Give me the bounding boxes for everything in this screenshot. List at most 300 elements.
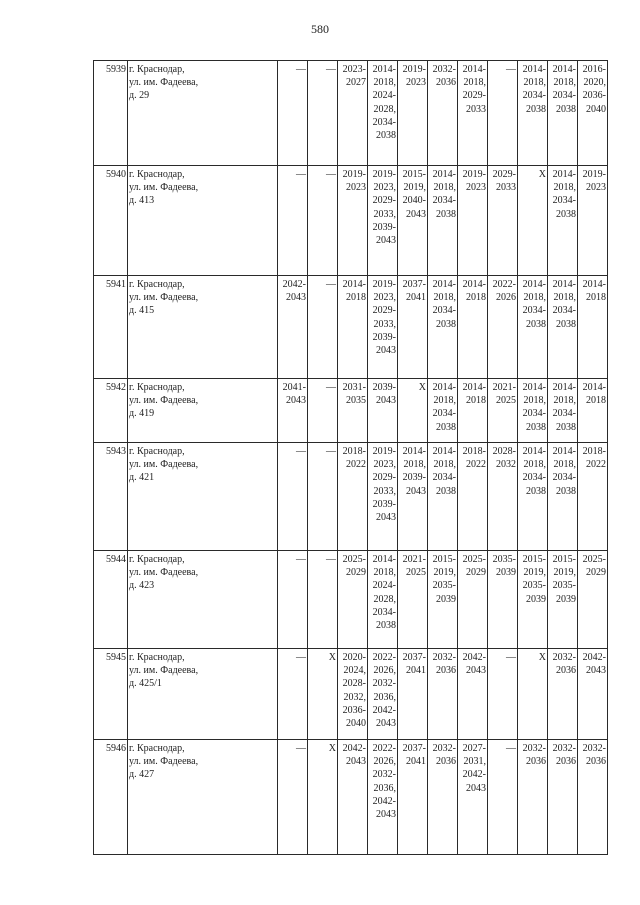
period-line: 2032- xyxy=(372,678,396,690)
period-line: 2014- xyxy=(552,382,576,393)
period-line: — xyxy=(326,169,336,180)
period-line: 2023 xyxy=(346,182,366,194)
address-line: д. 425/1 xyxy=(129,678,162,690)
period-line: — xyxy=(326,446,336,457)
period-cell xyxy=(548,61,578,166)
period-line: 2019- xyxy=(372,169,396,180)
period-line: 2043 xyxy=(406,485,426,497)
period-line: 2018 xyxy=(466,395,486,407)
period-line: 2034- xyxy=(552,195,576,207)
period-line: 2024- xyxy=(372,580,396,592)
period-line: 2018- xyxy=(462,446,486,457)
period-line: 2021- xyxy=(402,554,426,565)
period-line: 2018- xyxy=(342,446,366,457)
period-cell xyxy=(518,276,548,379)
address-cell xyxy=(128,379,278,443)
period-cell xyxy=(278,740,308,855)
period-line: 2043 xyxy=(376,718,396,730)
period-line: 2019- xyxy=(462,169,486,180)
period-cell xyxy=(458,551,488,649)
period-line: 2034- xyxy=(522,90,546,102)
period-cell xyxy=(398,443,428,551)
period-line: 2043 xyxy=(376,395,396,407)
address-line: ул. им. Фадеева, xyxy=(129,567,199,579)
period-line: 2014- xyxy=(522,279,546,290)
period-line: 2018, xyxy=(433,182,456,194)
period-cell xyxy=(368,740,398,855)
period-line: 2019, xyxy=(523,567,546,579)
period-cell xyxy=(278,379,308,443)
address-line: д. 415 xyxy=(129,305,155,317)
period-line: 2038 xyxy=(436,421,456,433)
period-cell xyxy=(458,61,488,166)
period-line: 2039 xyxy=(436,593,456,605)
period-cell xyxy=(518,61,548,166)
period-cell xyxy=(428,276,458,379)
period-line: 2014- xyxy=(522,446,546,457)
period-cell xyxy=(308,166,338,276)
period-cell xyxy=(428,649,458,740)
period-line: 2023, xyxy=(373,459,396,471)
period-cell xyxy=(338,166,368,276)
period-cell xyxy=(578,649,608,740)
period-line: 2018, xyxy=(553,77,576,89)
period-line: 2041- xyxy=(282,382,306,393)
period-line: 2029 xyxy=(346,567,366,579)
period-line: 2014- xyxy=(522,64,546,75)
period-line: 2034- xyxy=(552,305,576,317)
period-line: 2015- xyxy=(552,554,576,565)
row-number: 5941 xyxy=(94,276,128,379)
period-cell xyxy=(458,379,488,443)
period-line: 2038 xyxy=(526,485,546,497)
period-line: 2036 xyxy=(436,665,456,677)
period-cell xyxy=(368,166,398,276)
period-line: 2033, xyxy=(373,485,396,497)
period-line: 2029- xyxy=(492,169,516,180)
address-cell xyxy=(128,166,278,276)
period-line: 2014- xyxy=(582,382,606,393)
address-line: д. 423 xyxy=(129,580,155,592)
period-line: 2027- xyxy=(462,743,486,754)
row-number: 5944 xyxy=(94,551,128,649)
period-line: — xyxy=(326,382,336,393)
row-number: 5943 xyxy=(94,443,128,551)
period-line: 2024- xyxy=(372,90,396,102)
address-cell xyxy=(128,61,278,166)
period-cell xyxy=(338,443,368,551)
period-line: 2014- xyxy=(402,446,426,457)
period-cell xyxy=(398,649,428,740)
period-line: 2038 xyxy=(556,421,576,433)
period-line: — xyxy=(296,743,306,754)
period-line: 2025- xyxy=(342,554,366,565)
period-cell xyxy=(398,276,428,379)
period-line: 2020- xyxy=(342,652,366,663)
period-cell xyxy=(368,551,398,649)
period-line: 2032- xyxy=(432,652,456,663)
address-line: г. Краснодар, xyxy=(129,554,185,565)
period-cell xyxy=(308,443,338,551)
period-line: 2029- xyxy=(372,195,396,207)
period-line: 2038 xyxy=(526,421,546,433)
period-cell xyxy=(428,379,458,443)
period-cell xyxy=(368,443,398,551)
period-line: 2036 xyxy=(436,756,456,768)
address-cell xyxy=(128,551,278,649)
period-line: 2018 xyxy=(586,292,606,304)
period-line: 2041 xyxy=(406,665,426,677)
period-line: 2034- xyxy=(522,408,546,420)
period-cell xyxy=(278,166,308,276)
period-line: — xyxy=(506,743,516,754)
period-line: 2014- xyxy=(552,279,576,290)
address-line: д. 421 xyxy=(129,472,155,484)
address-line: г. Краснодар, xyxy=(129,446,185,457)
period-line: 2038 xyxy=(436,208,456,220)
period-line: 2037- xyxy=(402,652,426,663)
period-cell xyxy=(308,740,338,855)
period-line: 2034- xyxy=(432,305,456,317)
period-line: 2040 xyxy=(586,103,606,115)
period-line: 2039 xyxy=(556,593,576,605)
period-cell xyxy=(338,379,368,443)
period-cell xyxy=(548,740,578,855)
period-line: 2029- xyxy=(372,472,396,484)
period-line: 2018, xyxy=(373,567,396,579)
period-cell xyxy=(308,649,338,740)
period-cell xyxy=(368,379,398,443)
period-line: 2042- xyxy=(372,704,396,716)
period-cell xyxy=(368,61,398,166)
period-line: 2023 xyxy=(586,182,606,194)
period-line: 2014- xyxy=(342,279,366,290)
period-cell xyxy=(428,61,458,166)
page-number: 580 xyxy=(311,22,329,36)
period-line: 2033, xyxy=(373,318,396,330)
period-line: X xyxy=(538,652,546,663)
period-line: 2039- xyxy=(402,472,426,484)
period-line: 2015- xyxy=(402,169,426,180)
period-line: 2043 xyxy=(466,782,486,794)
period-line: 2039- xyxy=(372,498,396,510)
address-line: д. 427 xyxy=(129,769,155,781)
period-line: 2037- xyxy=(402,743,426,754)
period-cell xyxy=(488,379,518,443)
period-line: 2031, xyxy=(463,756,486,768)
period-line: 2021- xyxy=(492,382,516,393)
address-line: д. 29 xyxy=(129,90,150,102)
period-line: 2026 xyxy=(496,292,516,304)
period-line: 2018- xyxy=(582,446,606,457)
period-line: 2014- xyxy=(432,382,456,393)
table-row xyxy=(94,166,608,276)
period-line: 2018, xyxy=(403,459,426,471)
period-line: 2019- xyxy=(372,279,396,290)
period-cell xyxy=(398,166,428,276)
table-row xyxy=(94,61,608,166)
period-cell xyxy=(308,61,338,166)
period-cell xyxy=(518,649,548,740)
period-line: 2023 xyxy=(466,182,486,194)
period-line: 2018, xyxy=(553,459,576,471)
period-line: 2036 xyxy=(586,756,606,768)
period-line: 2026, xyxy=(373,756,396,768)
period-line: 2022 xyxy=(346,459,366,471)
period-line: 2043 xyxy=(376,809,396,821)
period-line: 2042- xyxy=(462,652,486,663)
period-cell xyxy=(428,443,458,551)
period-line: 2039 xyxy=(496,567,516,579)
period-line: 2032- xyxy=(432,64,456,75)
period-line: 2040 xyxy=(346,718,366,730)
period-line: 2024, xyxy=(343,665,366,677)
period-line: 2043 xyxy=(286,292,306,304)
period-line: 2014- xyxy=(372,554,396,565)
period-line: 2019- xyxy=(342,169,366,180)
period-cell xyxy=(548,379,578,443)
period-cell xyxy=(578,740,608,855)
address-cell xyxy=(128,649,278,740)
period-line: 2015- xyxy=(522,554,546,565)
period-line: X xyxy=(328,652,336,663)
period-line: 2035- xyxy=(552,580,576,592)
period-line: 2036 xyxy=(526,756,546,768)
period-line: — xyxy=(326,554,336,565)
period-cell xyxy=(518,166,548,276)
period-cell xyxy=(518,443,548,551)
period-line: 2034- xyxy=(552,472,576,484)
period-line: 2036, xyxy=(373,782,396,794)
period-line: 2040- xyxy=(402,195,426,207)
period-line: 2019- xyxy=(402,64,426,75)
repair-schedule-table xyxy=(93,60,608,855)
period-line: 2018, xyxy=(373,77,396,89)
period-line: 2019- xyxy=(582,169,606,180)
row-number: 5946 xyxy=(94,740,128,855)
period-cell xyxy=(488,551,518,649)
period-cell xyxy=(488,61,518,166)
period-cell xyxy=(398,61,428,166)
period-cell xyxy=(368,276,398,379)
period-line: 2018, xyxy=(553,182,576,194)
period-line: 2014- xyxy=(432,169,456,180)
address-line: г. Краснодар, xyxy=(129,169,185,180)
period-line: — xyxy=(296,554,306,565)
period-line: — xyxy=(296,64,306,75)
period-cell xyxy=(338,740,368,855)
period-line: 2042- xyxy=(372,795,396,807)
period-line: 2018 xyxy=(466,292,486,304)
period-line: 2019, xyxy=(433,567,456,579)
period-cell xyxy=(308,379,338,443)
period-cell xyxy=(398,379,428,443)
row-number: 5942 xyxy=(94,379,128,443)
period-line: 2032- xyxy=(522,743,546,754)
period-line: 2036 xyxy=(436,77,456,89)
period-line: — xyxy=(296,652,306,663)
period-line: 2014- xyxy=(462,382,486,393)
period-cell xyxy=(578,166,608,276)
period-line: 2028- xyxy=(342,678,366,690)
period-line: 2038 xyxy=(436,318,456,330)
period-cell xyxy=(548,649,578,740)
period-line: 2023, xyxy=(373,182,396,194)
period-line: 2036 xyxy=(556,756,576,768)
address-line: г. Краснодар, xyxy=(129,279,185,290)
period-line: 2018, xyxy=(553,395,576,407)
address-line: д. 413 xyxy=(129,195,155,207)
period-cell xyxy=(488,649,518,740)
period-line: 2019, xyxy=(403,182,426,194)
period-cell xyxy=(458,649,488,740)
period-cell xyxy=(278,61,308,166)
period-cell xyxy=(368,649,398,740)
period-line: 2025- xyxy=(462,554,486,565)
period-line: — xyxy=(296,446,306,457)
period-line: 2036, xyxy=(373,691,396,703)
period-line: 2018, xyxy=(433,459,456,471)
period-line: 2038 xyxy=(556,103,576,115)
address-line: ул. им. Фадеева, xyxy=(129,182,199,194)
period-cell xyxy=(548,166,578,276)
period-line: 2031- xyxy=(342,382,366,393)
period-cell xyxy=(518,379,548,443)
period-line: — xyxy=(296,169,306,180)
period-line: 2034- xyxy=(552,90,576,102)
period-line: 2041 xyxy=(406,292,426,304)
period-line: 2015- xyxy=(432,554,456,565)
period-line: 2033 xyxy=(466,103,486,115)
period-line: 2023, xyxy=(373,292,396,304)
period-line: — xyxy=(326,64,336,75)
period-cell xyxy=(458,166,488,276)
period-line: 2018, xyxy=(523,292,546,304)
period-cell xyxy=(488,166,518,276)
period-line: 2019, xyxy=(553,567,576,579)
period-line: 2037- xyxy=(402,279,426,290)
period-line: X xyxy=(328,743,336,754)
period-line: 2023- xyxy=(342,64,366,75)
period-line: 2038 xyxy=(526,103,546,115)
period-line: 2038 xyxy=(556,485,576,497)
period-line: 2034- xyxy=(432,408,456,420)
period-cell xyxy=(458,443,488,551)
period-line: 2038 xyxy=(556,208,576,220)
period-line: 2039- xyxy=(372,382,396,393)
period-line: 2014- xyxy=(372,64,396,75)
address-cell xyxy=(128,740,278,855)
period-line: 2034- xyxy=(522,472,546,484)
period-line: — xyxy=(506,64,516,75)
row-number: 5945 xyxy=(94,649,128,740)
period-cell xyxy=(428,551,458,649)
period-line: X xyxy=(538,169,546,180)
period-line: 2018, xyxy=(553,292,576,304)
period-line: 2026, xyxy=(373,665,396,677)
period-line: 2034- xyxy=(432,195,456,207)
period-cell xyxy=(488,740,518,855)
address-cell xyxy=(128,276,278,379)
period-line: 2022- xyxy=(492,279,516,290)
period-line: 2043 xyxy=(346,756,366,768)
period-line: 2043 xyxy=(406,208,426,220)
period-cell xyxy=(338,551,368,649)
period-cell xyxy=(548,443,578,551)
table-row xyxy=(94,649,608,740)
row-number: 5940 xyxy=(94,166,128,276)
period-line: 2018, xyxy=(523,395,546,407)
period-line: 2018, xyxy=(433,395,456,407)
period-line: 2019- xyxy=(372,446,396,457)
row-number: 5939 xyxy=(94,61,128,166)
period-line: 2032- xyxy=(372,769,396,781)
address-line: г. Краснодар, xyxy=(129,743,185,754)
period-line: 2028- xyxy=(492,446,516,457)
period-line: 2038 xyxy=(526,318,546,330)
period-line: 2038 xyxy=(556,318,576,330)
period-line: 2025 xyxy=(406,567,426,579)
period-cell xyxy=(278,649,308,740)
period-line: 2014- xyxy=(522,382,546,393)
period-cell xyxy=(398,740,428,855)
period-line: 2029 xyxy=(586,567,606,579)
period-line: 2042- xyxy=(282,279,306,290)
period-line: 2034- xyxy=(372,116,396,128)
period-line: 2032- xyxy=(552,652,576,663)
period-cell xyxy=(518,551,548,649)
period-line: 2018 xyxy=(346,292,366,304)
address-line: ул. им. Фадеева, xyxy=(129,292,199,304)
period-line: 2022 xyxy=(466,459,486,471)
period-cell xyxy=(548,551,578,649)
period-cell xyxy=(308,551,338,649)
period-line: 2014- xyxy=(432,279,456,290)
period-line: 2035 xyxy=(346,395,366,407)
table-row xyxy=(94,740,608,855)
period-line: 2025 xyxy=(496,395,516,407)
period-cell xyxy=(488,443,518,551)
period-line: 2018, xyxy=(433,292,456,304)
address-line: ул. им. Фадеева, xyxy=(129,756,199,768)
period-cell xyxy=(578,443,608,551)
period-line: 2032 xyxy=(496,459,516,471)
period-line: 2028, xyxy=(373,593,396,605)
address-line: ул. им. Фадеева, xyxy=(129,459,199,471)
period-line: 2042- xyxy=(342,743,366,754)
address-line: ул. им. Фадеева, xyxy=(129,395,199,407)
period-line: 2018, xyxy=(523,459,546,471)
period-line: 2043 xyxy=(376,345,396,357)
period-line: X xyxy=(418,382,426,393)
address-line: ул. им. Фадеева, xyxy=(129,665,199,677)
period-line: — xyxy=(326,279,336,290)
period-cell xyxy=(338,649,368,740)
period-line: 2027 xyxy=(346,77,366,89)
period-line: 2039- xyxy=(372,331,396,343)
address-cell xyxy=(128,443,278,551)
period-cell xyxy=(278,551,308,649)
period-line: 2022- xyxy=(372,652,396,663)
address-line: ул. им. Фадеева, xyxy=(129,77,199,89)
period-line: 2032- xyxy=(582,743,606,754)
period-line: 2039 xyxy=(526,593,546,605)
period-line: 2014- xyxy=(462,279,486,290)
period-cell xyxy=(578,551,608,649)
period-line: 2029- xyxy=(462,90,486,102)
period-cell xyxy=(338,61,368,166)
period-line: 2039- xyxy=(372,221,396,233)
